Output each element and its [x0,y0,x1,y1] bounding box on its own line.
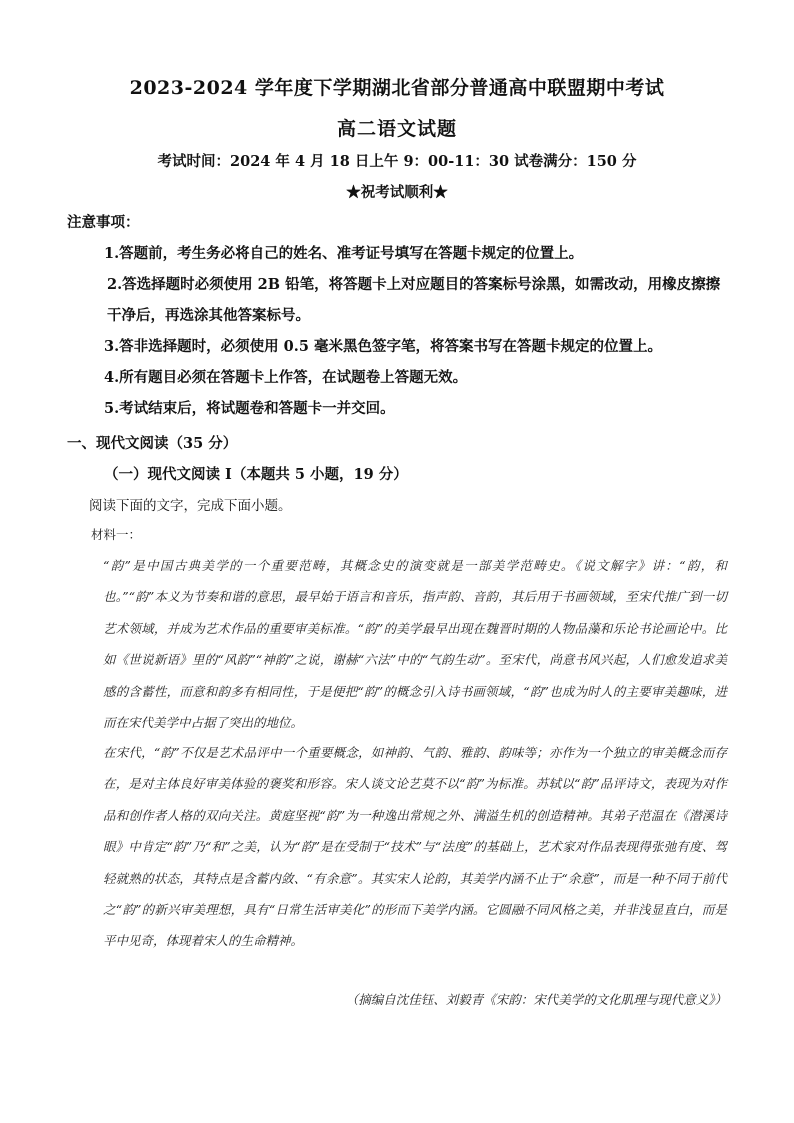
notice-heading: 注意事项： [67,214,140,231]
notice-rule-1: 1.答题前，考生务必将自己的姓名、准考证号填写在答题卡规定的位置上。 [104,245,584,262]
source-citation: （摘编自沈佳钰、刘毅青《宋韵：宋代美学的文化肌理与现代意义》） [345,992,727,1007]
section-heading: 一、现代文阅读（35 分） [67,435,238,452]
notice-rule-3: 3.答非选择题时，必须使用 0.5 毫米黑色签字笔，将答案书写在答题卡规定的位置上。 [104,338,662,355]
notice-rule-4: 4.所有题目必须在答题卡上作答，在试题卷上答题无效。 [104,369,468,386]
reading-instruction: 阅读下面的文字，完成下面小题。 [89,498,292,514]
material-paragraph-1: “韵”是中国古典美学的一个重要范畴，其概念史的演变就是一部美学范畴史。《说文解字》讲：“韵，和也。”“韵”本义为节奏和谐的意思，最早始于语言和音乐，指声韵、音韵，其后用于书画领域，至宋代推广到一切艺术领域，并成为艺术作品的重要审美标准。“韵”的美学最早出现在魏晋时期的人物品藻和乐论书论画论中。比如《世说新语》里的“风韵”“神韵”之说，谢赫“六法”中的“气韵生动”。至宋代，尚意书风兴起，人们愈发追求美感的含蓄性，而意和韵多有相同性，于是便把“韵”的概念引入诗书画领域，“韵”也成为时人的主要审美趣味，进而在宋代美学中占据了突出的地位。 [103,558,727,731]
subsection-heading: （一）现代文阅读 I（本题共 5 小题，19 分） [104,466,408,483]
exam-time-info: 考试时间：2024 年 4 月 18 日上午 9：00-11：30 试卷满分：150 分 [157,153,637,170]
material-paragraph-2: 在宋代，“韵”不仅是艺术品评中一个重要概念，如神韵、气韵、雅韵、韵味等；亦作为一个独立的审美概念而存在，是对主体良好审美体验的褒奖和形容。宋人谈文论艺莫不以“韵”为标准。苏轼以“韵”品评诗文，表现为对作品和创作者人格的双向关注。黄庭坚视“韵”为一种逸出常规之外、满溢生机的创造精神。其弟子范温在《潜溪诗眼》中肯定“韵”乃“和”之美，认为“韵”是在受制于“技术”与“法度”的基础上，艺术家对作品表现得张弛有度、驾轻就熟的状态，其特点是含蓄内敛、“有余意”。其实宋人论韵，其美学内涵不止于“余意”，而是一种不同于前代之“韵”的新兴审美理想，具有“日常生活审美化”的形而下美学内涵。它圆融不同风格之美，并非浅显直白，而是平中见奇，体现着宋人的生命精神。 [103,745,727,949]
material-label: 材料一： [91,527,142,542]
notice-rule-2: 2.答选择题时必须使用 2B 铅笔，将答题卡上对应题目的答案标号涂黑，如需改动，用橡皮擦擦干净后，再选涂其他答案标号。 [107,276,721,324]
exam-title: 2023-2024 学年度下学期湖北省部分普通高中联盟期中考试 [129,77,665,99]
exam-subtitle: 高二语文试题 [336,118,457,140]
notice-rule-5: 5.考试结束后，将试题卷和答题卡一并交回。 [104,400,395,417]
good-luck-line: ★祝考试顺利★ [346,184,448,201]
